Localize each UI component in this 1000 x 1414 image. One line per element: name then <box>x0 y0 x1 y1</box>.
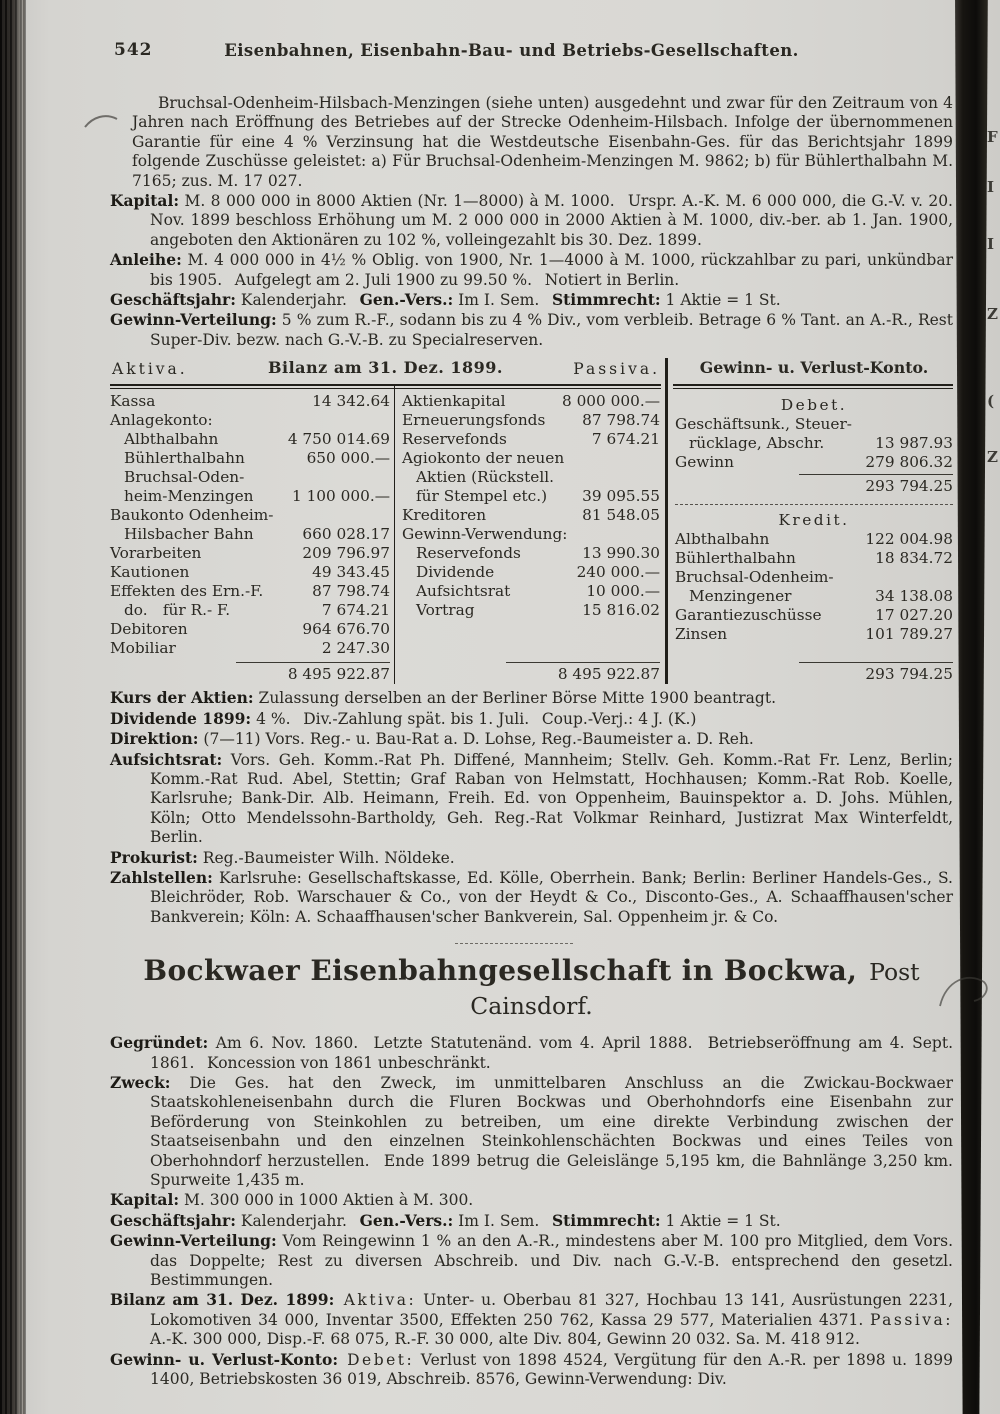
row-label: Effekten des Ern.-F. <box>110 582 264 601</box>
stimmrecht-label: Stimmrecht: <box>551 290 661 310</box>
row-label: Debitoren <box>110 620 188 639</box>
aufsichtsrat-paragraph <box>110 750 953 848</box>
table-row <box>402 563 660 582</box>
row-value: 49 343.45 <box>312 563 390 582</box>
bilanz2-label: Bilanz am 31. Dez. 1899: <box>110 1290 335 1310</box>
row-value: 279 806.32 <box>865 453 953 472</box>
row-value: 7 674.21 <box>321 601 390 620</box>
row-label: rücklage, Abschr. <box>689 434 825 453</box>
zweck-paragraph <box>110 1073 953 1190</box>
gewinnverteilung2-paragraph <box>110 1231 953 1290</box>
passiva-total-row <box>402 662 660 684</box>
prokurist-label: Prokurist: <box>110 847 198 867</box>
row-label: Bruchsal-Odenheim- <box>675 568 834 587</box>
aufsichtsrat-text: Vors. Geh. Komm.-Rat Ph. Diffené, Mannheim; Stellv. Geh. Komm.-Rat Fr. Lenz, Berlin; Komm.-Rat Rud. Abel, Stettin; Graf Raban von Helmstatt, Hochhausen; Komm.-Rat Rob. Koelle, Karlsruhe; Bank-Dir. Alb. Heimann, Freih. Ed. von Oppenheim, Bauinspektor a. D. Johs. Mühlen, Köln; Otto Mendelssohn-Bartholdy, Geh. Reg.-Rat Volkmar Reinhard, Justizrat Max Winterfeldt, Berlin. <box>150 750 953 847</box>
gegruendet-paragraph <box>110 1033 953 1073</box>
row-label: heim-Menzingen <box>124 487 254 506</box>
adjacent-page-glyph: Z <box>987 448 998 466</box>
debet-heading: Debet. <box>780 396 848 415</box>
row-label: Gewinn-Verwendung: <box>402 525 568 544</box>
gewinnverteilung2-text: Vom Reingewinn 1 % an den A.-R., mindestens aber M. 100 pro Mitglied, dem Vors. das Doppelte; Rest zu diversen Abschreib. und Div. nach G.-V.-B. entsprechend den gesetzl. Bestimmungen. <box>150 1232 953 1290</box>
anleihe-text: M. 4 000 000 in 4½ % Oblig. von 1900, Nr. 1—4000 à M. 1000, rückzahlbar zu pari, unkündbar bis 1905. Aufgelegt am 2. Juli 1900 zu 99.50 %. Notiert in Berlin. <box>150 251 953 289</box>
page-edge-shadow-right <box>950 0 995 1414</box>
guv-column <box>675 392 953 684</box>
aktiva-total-value: 8 495 922.87 <box>236 662 390 684</box>
table-row <box>675 530 953 549</box>
genvers-label: Gen.-Vers.: <box>359 290 454 310</box>
passiva-column <box>402 392 660 684</box>
row-label: Garantiezuschüsse <box>675 606 822 625</box>
table-row <box>402 392 660 411</box>
table-row <box>110 449 390 468</box>
debet-total-value: 293 794.25 <box>799 474 953 496</box>
row-value: 8 000 000.— <box>561 392 660 411</box>
row-value: 10 000.— <box>586 582 660 601</box>
table-row <box>110 620 390 639</box>
anleihe-paragraph <box>110 250 953 290</box>
page-number: 542 <box>114 40 153 60</box>
table-row <box>675 453 953 472</box>
row-label: Aktienkapital <box>402 392 506 411</box>
double-rule-left <box>110 384 661 389</box>
row-value: 13 987.93 <box>875 434 953 453</box>
double-rule-right <box>673 384 953 389</box>
kapital2-text: M. 300 000 in 1000 Aktien à M. 300. <box>179 1191 474 1210</box>
terms2-paragraph <box>110 1211 953 1231</box>
row-value: 2 247.30 <box>321 639 390 658</box>
table-row <box>402 487 660 506</box>
stimmrecht2-text: 1 Aktie = 1 St. <box>660 1211 781 1230</box>
adjacent-page-glyph: I <box>987 178 995 196</box>
table-row <box>675 606 953 625</box>
row-value: 101 789.27 <box>865 625 953 644</box>
row-label: Kautionen <box>110 563 190 582</box>
row-label: Kassa <box>110 392 156 411</box>
page-fold-line <box>23 0 25 1414</box>
row-label: Gewinn <box>675 453 734 472</box>
row-label: Mobiliar <box>110 639 176 658</box>
row-value: 39 095.55 <box>582 487 660 506</box>
kapital2-label: Kapital: <box>110 1190 180 1210</box>
terms-paragraph <box>110 290 953 310</box>
row-value: 18 834.72 <box>875 549 953 568</box>
direktion-paragraph <box>110 729 953 749</box>
zahlstellen-paragraph <box>110 868 953 927</box>
kredit-heading: Kredit. <box>778 511 850 530</box>
company-title-sub: Post Cainsdorf. <box>470 958 920 1021</box>
row-label: Reservefonds <box>416 544 521 563</box>
row-value: 122 004.98 <box>865 530 953 549</box>
running-head <box>110 40 953 66</box>
table-row <box>110 544 390 563</box>
kurs-label: Kurs der Aktien: <box>110 688 254 708</box>
aufsichtsrat-label: Aufsichtsrat: <box>110 749 223 769</box>
row-label: Albthalbahn <box>675 530 770 549</box>
gegruendet-label: Gegründet: <box>110 1033 209 1053</box>
row-label: für Stempel etc.) <box>416 487 548 506</box>
kurs-text: Zulassung derselben an der Berliner Börse Mitte 1900 beantragt. <box>253 689 777 708</box>
geschaeftsjahr-label: Geschäftsjahr: <box>110 290 236 310</box>
table-row <box>110 411 390 430</box>
prokurist-text: Reg.-Baumeister Wilh. Nöldeke. <box>197 848 455 867</box>
row-value: 240 000.— <box>576 563 660 582</box>
kapital-paragraph <box>110 191 953 250</box>
balance-title: Bilanz am 31. Dez. 1899. <box>268 358 503 378</box>
table-row <box>675 568 953 587</box>
table-row <box>675 587 953 606</box>
table-row <box>402 601 660 620</box>
row-label: Albthalbahn <box>124 430 219 449</box>
zweck-label: Zweck: <box>110 1072 171 1092</box>
bilanz2-aktiva-label: Aktiva: <box>334 1291 417 1310</box>
row-label: Aufsichtsrat <box>416 582 511 601</box>
row-value: 87 798.74 <box>582 411 660 430</box>
balance-sheet-table <box>110 358 953 684</box>
row-value: 650 000.— <box>306 449 390 468</box>
passiva-header: Passiva. <box>573 360 660 379</box>
table-row <box>110 506 390 525</box>
kredit-total-value: 293 794.25 <box>799 662 953 684</box>
table-row <box>110 487 390 506</box>
kredit-total-row <box>675 662 953 684</box>
row-label: Bruchsal-Oden- <box>124 468 245 487</box>
table-row <box>110 601 390 620</box>
table-row <box>402 449 660 468</box>
gegruendet-text: Am 6. Nov. 1860. Letzte Statutenänd. vom 4. April 1888. Betriebseröffnung am 4. Sept. 1861. Koncession von 1861 unbeschränkt. <box>150 1034 953 1072</box>
intro-paragraph: Bruchsal-Odenheim-Hilsbach-Menzingen (siehe unten) ausgedehnt und zwar für den Zeitraum von 4 Jahren nach Eröffnung des Betriebes auf der Strecke Odenheim-Hilsbach. Infolge der übernommenen Garantie für eine 4 % Verzinsung hat die Westdeutsche Eisenbahn-Ges. für das Berichtsjahr 1899 folgende Zuschüsse geleistet: a) Für Bruchsal-Odenheim-Menzingen M. 9862; b) für Bühlerthalbahn M. 7165; zus. M. 17 027. <box>132 94 953 190</box>
guv2-debet-text: Verlust von 1898 4524, Vergütung für den A.-R. per 1898 u. 1899 1400, Betriebskosten 36 019, Abschreib. 8576, Gewinn-Verwendung: Div. <box>150 1350 953 1389</box>
dividende-paragraph <box>110 709 953 729</box>
running-head-title: Eisenbahnen, Eisenbahn-Bau- und Betriebs-Gesellschaften. <box>224 41 799 60</box>
dividende-label: Dividende 1899: <box>110 708 252 728</box>
adjacent-page-glyph: ( <box>987 392 995 410</box>
table-row <box>110 468 390 487</box>
company-title <box>110 954 953 1023</box>
gewinnverteilung-paragraph <box>110 310 953 350</box>
stimmrecht2-label: Stimmrecht: <box>551 1210 661 1230</box>
column-divider-thick <box>665 358 668 684</box>
column-divider-thin <box>394 386 395 684</box>
table-row <box>675 549 953 568</box>
guv2-paragraph <box>110 1350 953 1390</box>
section-divider <box>455 943 573 944</box>
table-row <box>402 468 660 487</box>
row-label: Vorarbeiten <box>110 544 202 563</box>
bilanz2-paragraph <box>110 1290 953 1349</box>
geschaeftsjahr2-label: Geschäftsjahr: <box>110 1210 236 1230</box>
kapital-text: M. 8 000 000 in 8000 Aktien (Nr. 1—8000) à M. 1000. Urspr. A.-K. M. 6 000 000, die G.-V. v. 20. Nov. 1899 beschloss Erhöhung um M. 2 000 000 in 2000 Aktien à M. 1000, div.-ber. ab 1. Jan. 1900, angeboten den Aktionären zu 102 %, volleingezahlt bis 30. Dez. 1899. <box>150 192 953 249</box>
bilanz2-passiva-label: Passiva: <box>869 1310 953 1329</box>
row-label: Geschäftsunk., Steuer- <box>675 415 852 434</box>
row-label: Vortrag <box>416 601 475 620</box>
row-label: Reservefonds <box>402 430 507 449</box>
row-label: Erneuerungsfonds <box>402 411 546 430</box>
prokurist-paragraph <box>110 848 953 868</box>
row-value: 13 990.30 <box>582 544 660 563</box>
balance-table-body <box>110 392 953 684</box>
geschaeftsjahr2-text: Kalenderjahr. <box>235 1211 360 1230</box>
adjacent-page-glyph: F <box>987 128 998 146</box>
zahlstellen-label: Zahlstellen: <box>110 867 213 887</box>
adjacent-page-glyph: Z <box>987 305 998 323</box>
table-row <box>110 392 390 411</box>
genvers-text: Im I. Sem. <box>453 291 552 310</box>
row-label: Baukonto Odenheim- <box>110 506 274 525</box>
row-value: 15 816.02 <box>582 601 660 620</box>
row-label: Aktien (Rückstell. <box>416 468 554 487</box>
company-title-main: Bockwaer Eisenbahngesellschaft in Bockwa, <box>143 954 858 988</box>
gewinnverteilung-label: Gewinn-Verteilung: <box>110 310 277 330</box>
zahlstellen-text: Karlsruhe: Gesellschaftskasse, Ed. Kölle, Oberrhein. Bank; Berlin: Berliner Handels-Ges., S. Bleichröder, Rob. Warschauer & Co., von der Heydt & Co., Disconto-Ges., A. Schaaffhausen'scher Bankverein; Köln: A. Schaaffhausen'scher Bankverein, Sal. Oppenheim jr. & Co. <box>150 868 953 926</box>
geschaeftsjahr-text: Kalenderjahr. <box>235 291 360 310</box>
genvers2-label: Gen.-Vers.: <box>359 1210 454 1230</box>
page-content <box>110 40 953 1389</box>
dividende-text: 4 %. Div.-Zahlung spät. bis 1. Juli. Coup.-Verj.: 4 J. (K.) <box>251 709 697 728</box>
row-value: 1 100 000.— <box>291 487 390 506</box>
zweck-text: Die Ges. hat den Zweck, im unmittelbaren Anschluss an die Zwickau-Bockwaer Staatskohleneisenbahn durch die Fluren Bockwas und Oberhohndorfs eine Eisenbahn zur Beförderung von Steinkohlen zu betreiben, um eine direkte Verbindung zwischen der Staatseisenbahn und den einzelnen Steinkohlenschächten Bockwas und eines Teiles von Oberhohndorf herzustellen. Ende 1899 betrug die Geleislänge 5,195 km, die Bahnlänge 3,250 km. Spurweite 1,435 m. <box>150 1073 953 1189</box>
row-value: 87 798.74 <box>312 582 390 601</box>
genvers2-text: Im I. Sem. <box>453 1211 552 1230</box>
direktion-label: Direktion: <box>110 729 199 749</box>
kapital2-paragraph <box>110 1190 953 1210</box>
passiva-total-value: 8 495 922.87 <box>506 662 660 684</box>
table-row <box>675 434 953 453</box>
row-value: 17 027.20 <box>875 606 953 625</box>
row-label: Bühlerthalbahn <box>675 549 796 568</box>
guv2-debet-label: Debet: <box>338 1350 415 1369</box>
row-label: Dividende <box>416 563 495 582</box>
gewinnverteilung-text: 5 % zum R.-F., sodann bis zu 4 % Div., vom verbleib. Betrage 6 % Tant. an A.-R., Rest Super-Div. bezw. nach G.-V.-B. zu Specialreserven. <box>150 311 953 349</box>
row-value: 81 548.05 <box>582 506 660 525</box>
table-row <box>402 525 660 544</box>
balance-table-header <box>110 358 953 384</box>
row-value: 4 750 014.69 <box>287 430 390 449</box>
row-label: Zinsen <box>675 625 728 644</box>
kurs-paragraph <box>110 688 953 708</box>
table-row <box>402 544 660 563</box>
guv2-label: Gewinn- u. Verlust-Konto: <box>110 1349 339 1369</box>
row-value: 209 796.97 <box>302 544 390 563</box>
table-row <box>110 582 390 601</box>
row-label: Menzingener <box>689 587 792 606</box>
table-row <box>110 563 390 582</box>
guv-header: Gewinn- u. Verlust-Konto. <box>699 358 929 378</box>
table-row <box>402 430 660 449</box>
aktiva-total-row <box>110 662 390 684</box>
row-label: Hilsbacher Bahn <box>124 525 254 544</box>
table-row <box>402 411 660 430</box>
stimmrecht-text: 1 Aktie = 1 St. <box>660 291 781 310</box>
row-label: Bühlerthalbahn <box>124 449 245 468</box>
row-label: do. für R.- F. <box>124 601 231 620</box>
row-label: Anlagekonto: <box>110 411 213 430</box>
adjacent-page-glyph: I <box>987 235 995 253</box>
table-row <box>675 625 953 644</box>
row-label: Agiokonto der neuen <box>402 449 565 468</box>
table-row <box>675 415 953 434</box>
row-value: 34 138.08 <box>875 587 953 606</box>
gewinnverteilung2-label: Gewinn-Verteilung: <box>110 1231 277 1251</box>
anleihe-label: Anleihe: <box>110 250 182 270</box>
aktiva-header: Aktiva. <box>112 360 188 379</box>
debet-total-row <box>675 474 953 496</box>
table-row <box>110 430 390 449</box>
table-row <box>402 506 660 525</box>
row-label: Kreditoren <box>402 506 487 525</box>
row-value: 7 674.21 <box>591 430 660 449</box>
bilanz2-aktiva-text: Unter- u. Oberbau 81 327, Hochbau 13 141, Ausrüstungen 2231, Lokomotiven 34 000, Inventar 3500, Effekten 250 762, Kassa 29 577, Materialien 4371. <box>150 1291 954 1329</box>
header-rules <box>110 384 953 389</box>
table-row <box>110 525 390 544</box>
table-row <box>110 639 390 658</box>
direktion-text: (7—11) Vors. Reg.- u. Bau-Rat a. D. Lohse, Reg.-Baumeister a. D. Reh. <box>198 730 754 749</box>
table-row <box>402 582 660 601</box>
row-value: 660 028.17 <box>302 525 390 544</box>
debet-kredit-divider <box>675 504 953 505</box>
bilanz2-passiva-text: A.-K. 300 000, Disp.-F. 68 075, R.-F. 30 000, alte Div. 804, Gewinn 20 032. Sa. M. 418 912. <box>150 1330 860 1349</box>
row-value: 14 342.64 <box>312 392 390 411</box>
aktiva-column <box>110 392 390 684</box>
kapital-label: Kapital: <box>110 191 180 211</box>
row-value: 964 676.70 <box>302 620 390 639</box>
